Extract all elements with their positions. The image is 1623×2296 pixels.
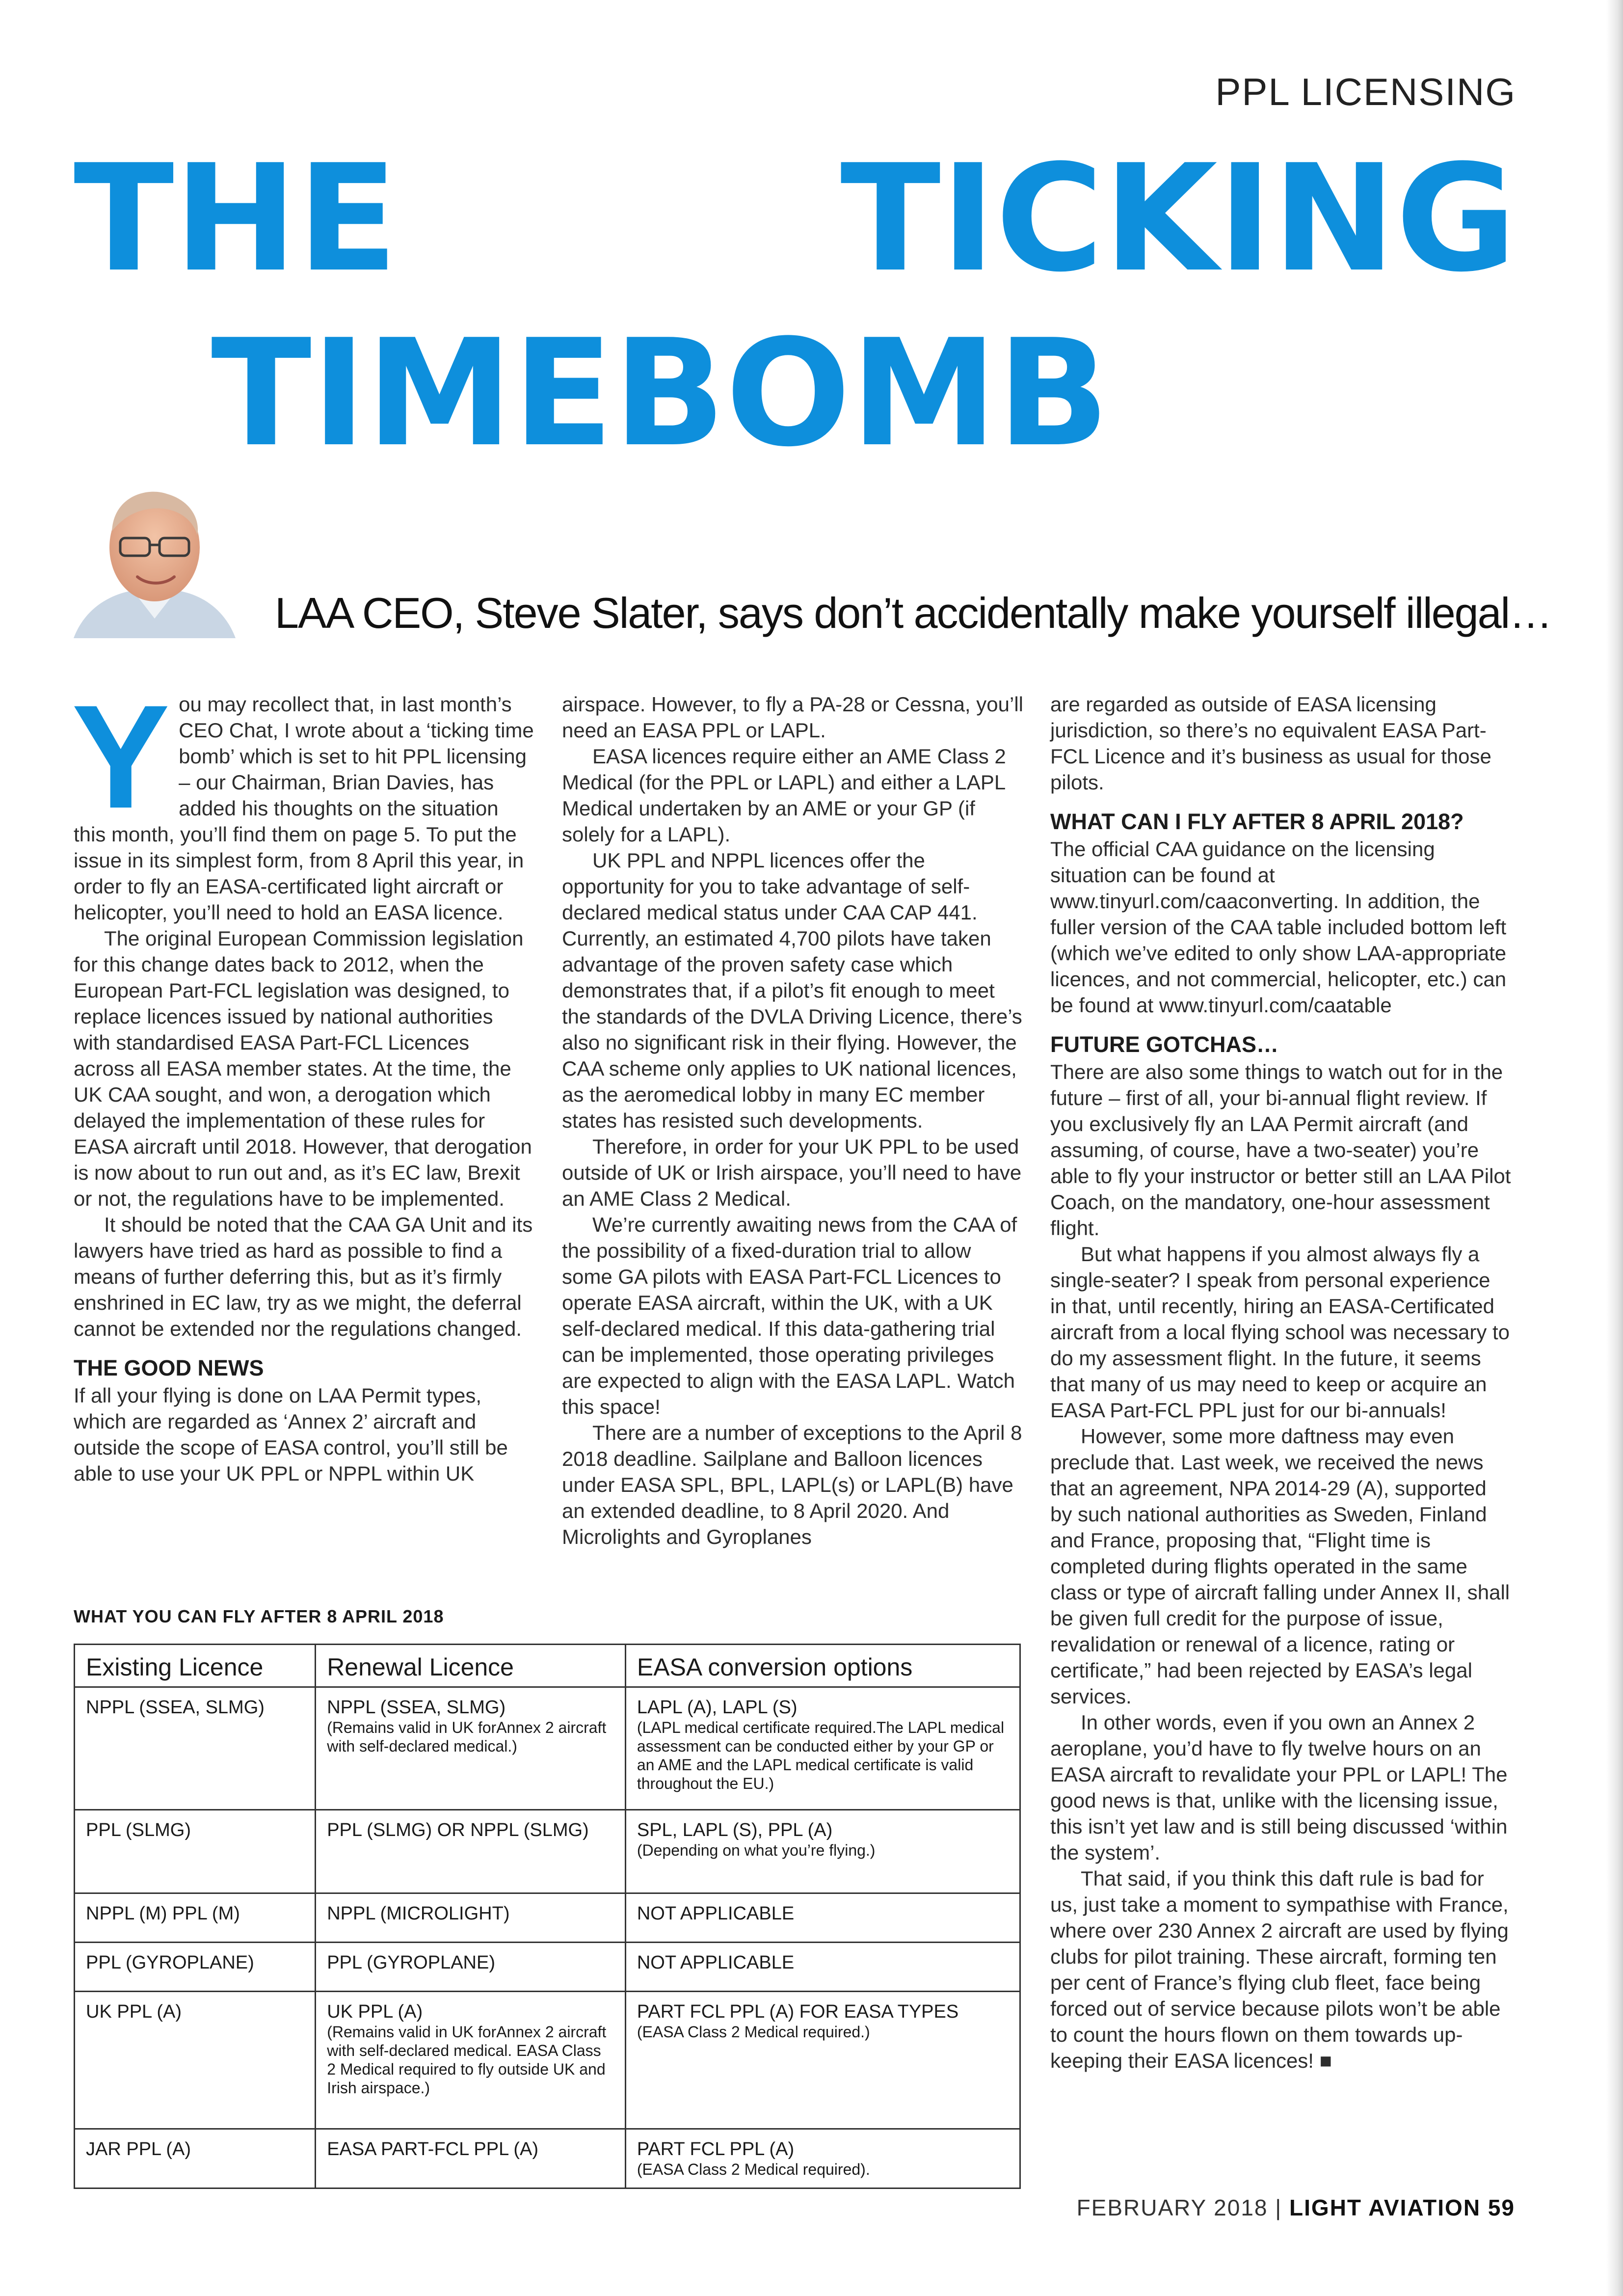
easa-note: (Depending on what you’re flying.) xyxy=(637,1841,876,1859)
renewal-note: (Remains valid in UK forAnnex 2 aircraft with self-declared medical.) xyxy=(327,1719,607,1755)
page-footer xyxy=(1077,2194,1515,2221)
column-header: EASA conversion options xyxy=(625,1645,1020,1687)
footer-magazine: LIGHT AVIATION xyxy=(1289,2195,1481,2220)
paragraph: It should be noted that the CAA GA Unit and its lawyers have tried as hard as possible to find a means of further deferring this, but as it’s firmly enshrined in EC law, try as we might, the deferral cannot be extended nor the regulations changed. xyxy=(74,1213,533,1340)
paragraph: Therefore, in order for your UK PPL to be used outside of UK or Irish airspace, you’ll need to have an AME Class 2 Medical. xyxy=(562,1135,1022,1210)
cell-easa xyxy=(625,2129,1020,2188)
paragraph: UK PPL and NPPL licences offer the opportunity for you to take advantage of self-declared medical status under CAA CAP 441. Currently, an estimated 4,700 pilots have taken advantage of the proven safety case which demonstrates that, if a pilot’s fit enough to meet the standards of the DVLA Driving Licence, there’s also no significant risk in their flying. However, the CAA scheme only applies to UK national licences, as the aeromedical lobby in many EC member states has resisted such developments. xyxy=(562,849,1022,1132)
paragraph: However, some more daftness may even preclude that. Last week, we received the news that an agreement, NPA 2014-29 (A), supported by such national authorities as Sweden, Finland and France, proposing that, “Flight time is completed during flights operated in the same class or type of aircraft falling under Annex II, shall be given full credit for the purpose of issue, revalidation or renewal of a licence, rating or certificate,” had been rejected by EASA’s legal services. xyxy=(1050,1425,1510,1708)
paragraph: That said, if you think this daft rule is bad for us, just take a moment to sympathise with France, where over 230 Annex 2 aircraft are used by flying clubs for pilot training. These aircraft, forming ten per cent of France’s flying club fleet, face being forced out of service because pilots won’t be able to count the hours flown on them towards up-keeping their EASA licences! ■ xyxy=(1050,1867,1509,2072)
author-portrait xyxy=(74,476,236,638)
article-column-2 xyxy=(562,691,1023,1550)
renewal-text: PPL (GYROPLANE) xyxy=(327,1952,496,1973)
paragraph: But what happens if you almost always fly a single-seater? I speak from personal experience in that, until recently, hiring an EASA-Certificated aircraft from a local flying school was necessary to do my assessment flight. In the future, it seems that many of us may need to keep or acquire an EASA Part-FCL PPL just for our bi-annuals! xyxy=(1050,1243,1510,1422)
footer-page-number: 59 xyxy=(1488,2195,1515,2220)
easa-text: LAPL (A), LAPL (S) xyxy=(637,1697,798,1718)
easa-text: NOT APPLICABLE xyxy=(637,1952,795,1973)
easa-text: NOT APPLICABLE xyxy=(637,1903,795,1924)
renewal-text: NPPL (MICROLIGHT) xyxy=(327,1903,510,1924)
cell-existing: NPPL (M) PPL (M) xyxy=(75,1893,316,1943)
table-row xyxy=(75,1810,1020,1893)
subheading-good-news: THE GOOD NEWS xyxy=(74,1355,264,1380)
table-caption: WHAT YOU CAN FLY AFTER 8 APRIL 2018 xyxy=(74,1606,444,1626)
cell-existing: JAR PPL (A) xyxy=(75,2129,316,2188)
column-header: Renewal Licence xyxy=(316,1645,626,1687)
subheading-what-can-i-fly: WHAT CAN I FLY AFTER 8 APRIL 2018? xyxy=(1050,809,1464,834)
renewal-text: UK PPL (A) xyxy=(327,2001,423,2022)
article-column-1 xyxy=(72,674,535,1486)
cell-easa xyxy=(625,1810,1020,1893)
paragraph: The official CAA guidance on the licensing situation can be found at www.tinyurl.com/caaconverting. In addition, the fuller version of the CAA table included bottom left (which we’ve edited to only show LAA-appropriate licences, and not commercial, helicopter, etc.) can be found at www.tinyurl.com/caatable xyxy=(1050,837,1507,1017)
renewal-note: (Remains valid in UK forAnnex 2 aircraft with self-declared medical. EASA Class 2 Medical required to fly outside UK and Irish airspace.) xyxy=(327,2023,607,2097)
paragraph: airspace. However, to fly a PA-28 or Cessna, you’ll need an EASA PPL or LAPL. xyxy=(562,693,1023,742)
cell-renewal xyxy=(316,1687,626,1810)
table-row xyxy=(75,2129,1020,2188)
cell-existing: PPL (SLMG) xyxy=(75,1810,316,1893)
cell-existing: UK PPL (A) xyxy=(75,1992,316,2129)
cell-easa xyxy=(625,1992,1020,2129)
table-header-row xyxy=(75,1645,1020,1687)
renewal-text: EASA PART-FCL PPL (A) xyxy=(327,2139,539,2160)
cell-renewal xyxy=(316,2129,626,2188)
cell-easa xyxy=(625,1687,1020,1810)
paragraph: There are also some things to watch out for in the future – first of all, your bi-annual flight review. If you exclusively fly an LAA Permit aircraft (and assuming, of course, have a two-seater) you’re able to fly your instructor or better still an LAA Pilot Coach, on the mandatory, one-hour assessment flight. xyxy=(1050,1060,1511,1240)
cell-renewal xyxy=(316,1893,626,1943)
paragraph: There are a number of exceptions to the April 8 2018 deadline. Sailplane and Balloon licences under EASA SPL, BPL, LAPL(s) or LAPL(B) have an extended deadline, to 8 April 2020. And Microlights and Gyroplanes xyxy=(562,1421,1022,1548)
paragraph: In other words, even if you own an Annex 2 aeroplane, you’d have to fly twelve hours on an EASA aircraft to revalidate your PPL or LAPL! The good news is that, unlike with the licensing issue, this isn’t yet law and is still being discussed ‘within the system’. xyxy=(1050,1711,1508,1864)
standfirst: LAA CEO, Steve Slater, says don’t accidentally make yourself illegal… xyxy=(275,589,1552,637)
paragraph: ou may recollect that, in last month’s CEO Chat, I wrote about a ‘ticking time bomb’ which is set to hit PPL licensing – our Chairman, Brian Davies, has added his thoughts on the situation this month, you’ll find them on page 5. To put the issue in its simplest form, from 8 April this year, in order to fly an EASA-certificated light aircraft or helicopter, you’ll need to hold an EASA licence. xyxy=(74,693,534,924)
easa-text: PART FCL PPL (A) xyxy=(637,2139,795,2160)
table-row xyxy=(75,1992,1020,2129)
cell-easa xyxy=(625,1893,1020,1943)
paragraph: We’re currently awaiting news from the CAA of the possibility of a fixed-duration trial to allow some GA pilots with EASA Part-FCL Licences to operate EASA aircraft, within the UK, with a UK self-declared medical. If this data-gathering trial can be implemented, those operating privileges are expected to align with the EASA LAPL. Watch this space! xyxy=(562,1213,1017,1418)
cell-renewal xyxy=(316,1810,626,1893)
section-tag: PPL LICENSING xyxy=(1215,70,1516,113)
easa-text: SPL, LAPL (S), PPL (A) xyxy=(637,1820,833,1840)
table-row xyxy=(75,1893,1020,1943)
paragraph: The original European Commission legislation for this change dates back to 2012, when the European Part-FCL legislation was designed, to replace licences issued by national authorities with standardised EASA Part-FCL Licences across all EASA member states. At the time, the UK CAA sought, and won, a derogation which delayed the implementation of these rules for EASA aircraft until 2018. However, that derogation is now about to run out and, as it’s EC law, Brexit or not, the regulations have to be implemented. xyxy=(74,927,532,1210)
table-row xyxy=(75,1943,1020,1992)
headline-line-1: THE TICKING xyxy=(74,133,1517,304)
subheading-future-gotchas: FUTURE GOTCHAS… xyxy=(1050,1032,1278,1057)
easa-note: (EASA Class 2 Medical required.) xyxy=(637,2023,870,2041)
column-header: Existing Licence xyxy=(75,1645,316,1687)
footer-month: FEBRUARY 2018 xyxy=(1076,2195,1268,2220)
easa-note: (EASA Class 2 Medical required). xyxy=(637,2161,870,2178)
paragraph: are regarded as outside of EASA licensing jurisdiction, so there’s no equivalent EASA Part-FCL Licence and it’s business as usual for those pilots. xyxy=(1050,693,1491,794)
renewal-text: NPPL (SSEA, SLMG) xyxy=(327,1697,506,1718)
paragraph: If all your flying is done on LAA Permit types, which are regarded as ‘Annex 2’ aircraft and outside the scope of EASA control, you’ll still be able to use your UK PPL or NPPL within UK xyxy=(74,1384,508,1485)
paragraph: EASA licences require either an AME Class 2 Medical (for the PPL or LAPL) and either a LAPL Medical undertaken by an AME or your GP (if solely for a LAPL). xyxy=(562,745,1006,846)
cell-renewal xyxy=(316,1992,626,2129)
table-row xyxy=(75,1687,1020,1810)
easa-note: (LAPL medical certificate required.The LAPL medical assessment can be conducted either by your GP or an AME and the LAPL medical certificate is valid throughout the EU.) xyxy=(637,1719,1005,1792)
article-column-3 xyxy=(1050,691,1512,2074)
cell-existing: NPPL (SSEA, SLMG) xyxy=(75,1687,316,1810)
headline-line-2: TIMEBOMB xyxy=(211,308,1110,479)
footer-separator: | xyxy=(1275,2195,1282,2220)
licence-table xyxy=(74,1644,1021,2189)
drop-cap: Y xyxy=(72,674,170,839)
cell-easa xyxy=(625,1943,1020,1992)
cell-existing: PPL (GYROPLANE) xyxy=(75,1943,316,1992)
renewal-text: PPL (SLMG) OR NPPL (SLMG) xyxy=(327,1820,589,1840)
easa-text: PART FCL PPL (A) FOR EASA TYPES xyxy=(637,2001,959,2022)
cell-renewal xyxy=(316,1943,626,1992)
page-spine-shadow xyxy=(1606,0,1623,2296)
